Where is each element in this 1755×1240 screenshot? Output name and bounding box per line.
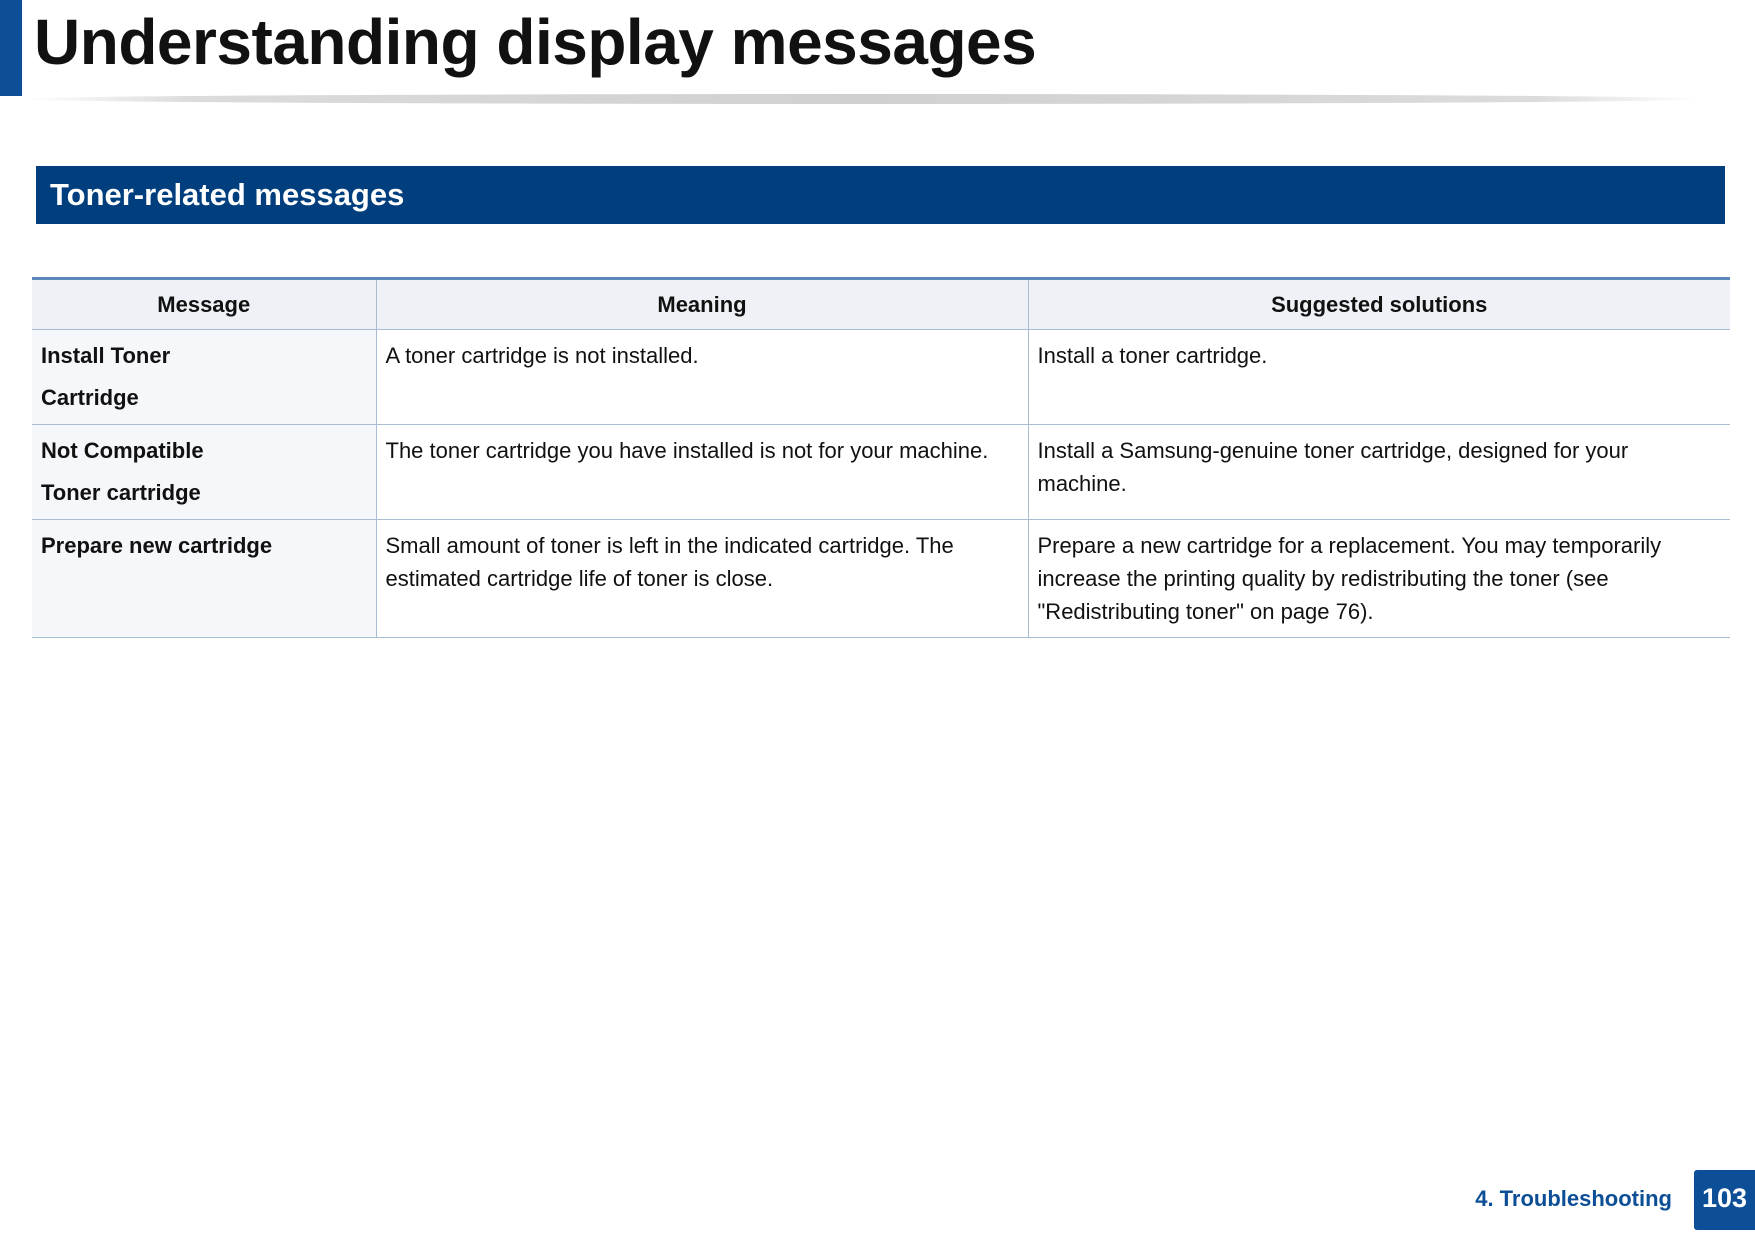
table-row: [32, 520, 1730, 638]
title-accent-bar: [0, 0, 22, 96]
section-title: Toner-related messages: [50, 177, 405, 212]
meaning-cell: The toner cartridge you have installed is not for your machine.: [376, 425, 1028, 520]
meaning-cell: A toner cartridge is not installed.: [376, 330, 1028, 425]
solution-cell: Prepare a new cartridge for a replacement. You may temporarily increase the printing quality by redistributing the toner (see "Redistributing toner" on page 76).: [1028, 520, 1730, 638]
message-text: Cartridge: [41, 385, 139, 410]
header-suggested-solutions: Suggested solutions: [1028, 279, 1730, 330]
footer-chapter-link[interactable]: 4. Troubleshooting: [1475, 1186, 1672, 1211]
header-meaning: Meaning: [376, 279, 1028, 330]
message-text: Install Toner: [41, 343, 171, 368]
message-cell: [32, 425, 376, 520]
page-title: Understanding display messages: [34, 6, 1037, 78]
table-row: [32, 425, 1730, 520]
solution-cell: Install a Samsung-genuine toner cartridge, designed for your machine.: [1028, 425, 1730, 520]
table-header-row: [32, 279, 1730, 330]
message-cell: [32, 330, 376, 425]
header-message: Message: [32, 279, 376, 330]
display-messages-table: [32, 277, 1730, 638]
message-cell: [32, 520, 376, 638]
page-number-badge: 103: [1694, 1170, 1755, 1230]
message-text: Toner cartridge: [41, 480, 201, 505]
solution-cell: Install a toner cartridge.: [1028, 330, 1730, 425]
section-header: [36, 166, 1725, 224]
message-text: Not Compatible: [41, 438, 204, 463]
message-text: Prepare new cartridge: [41, 533, 273, 558]
table-row: [32, 330, 1730, 425]
meaning-cell: Small amount of toner is left in the indicated cartridge. The estimated cartridge life of toner is close.: [376, 520, 1028, 638]
title-divider: [22, 94, 1702, 104]
